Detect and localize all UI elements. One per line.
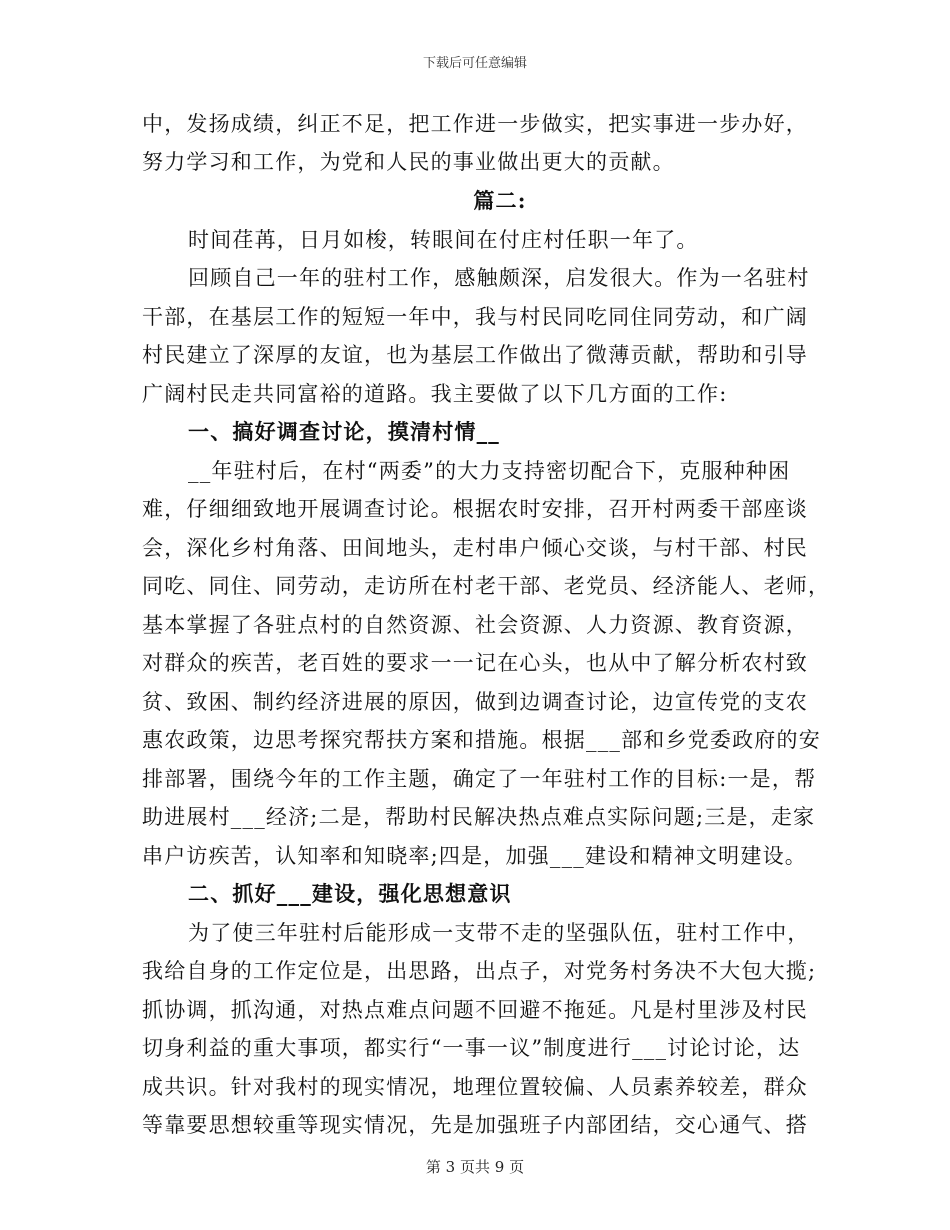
page-footer: 第 3 页共 9 页 [425, 1158, 525, 1176]
body-line: 广阔村民走共同富裕的道路。我主要做了以下几方面的工作: [142, 382, 728, 406]
body-line: 时间荏苒，日月如梭，转眼间在付庄村任职一年了。 [188, 228, 699, 252]
body-line: __年驻村后，在村“两委”的大力支持密切配合下，克服种种困 [188, 459, 791, 483]
body-line: 排部署，围绕今年的工作主题，确定了一年驻村工作的目标:一是，帮 [142, 767, 817, 791]
body-line: 对群众的疾苦，老百姓的要求一一记在心头，也从中了解分析农村致 [142, 651, 808, 675]
body-line: 贫、致困、制约经济进展的原因，做到边调查讨论，边宣传党的支农 [142, 690, 808, 714]
body-line: 基本掌握了各驻点村的自然资源、社会资源、人力资源、教育资源， [142, 613, 808, 637]
body-line: 村民建立了深厚的友谊，也为基层工作做出了微薄贡献，帮助和引导 [142, 343, 808, 367]
body-line: 我给自身的工作定位是，出思路，出点子，对党务村务决不大包大揽; [142, 959, 817, 983]
body-line: 助进展村___经济;二是，帮助村民解决热点难点实际问题;三是，走家 [142, 805, 816, 829]
body-line: 中，发扬成绩，纠正不足，把工作进一步做实，把实事进一步办好， [142, 112, 808, 136]
body-line: 惠农政策，边思考探究帮扶方案和措施。根据___部和乡党委政府的安 [142, 728, 821, 752]
body-line: 干部，在基层工作的短短一年中，我与村民同吃同住同劳动，和广阔 [142, 305, 808, 329]
body-line: 会，深化乡村角落、田间地头，走村串户倾心交谈，与村干部、村民 [142, 536, 808, 560]
body-line: 努力学习和工作，为党和人民的事业做出更大的贡献。 [142, 150, 675, 174]
body-line: 回顾自己一年的驻村工作，感触颇深，启发很大。作为一名驻村 [188, 266, 810, 290]
body-line: 切身利益的重大事项，都实行“一事一议”制度进行___讨论讨论，达 [142, 1036, 801, 1060]
body-line: 串户访疾苦，认知率和知晓率;四是，加强___建设和精神文明建设。 [142, 844, 807, 868]
body-line: 成共识。针对我村的现实情况，地理位置较偏、人员素养较差，群众 [142, 1075, 808, 1099]
heading-two: 二、抓好___建设，强化思想意识 [188, 881, 512, 906]
body-line: 难，仔细细致地开展调查讨论。根据农时安排，召开村两委干部座谈 [142, 497, 808, 521]
heading-one: 一、搞好调查讨论，摸清村情__ [188, 419, 500, 444]
body-line: 等靠要思想较重等现实情况，先是加强班子内部团结，交心通气、搭 [142, 1113, 808, 1137]
section-title: 篇二: [473, 188, 527, 213]
body-line: 为了使三年驻村后能形成一支带不走的坚强队伍，驻村工作中， [188, 921, 810, 945]
body-line: 同吃、同住、同劳动，走访所在村老干部、老党员、经济能人、老师， [142, 574, 831, 598]
body-line: 抓协调，抓沟通，对热点难点问题不回避不拖延。凡是村里涉及村民 [142, 998, 808, 1022]
page-header: 下载后可任意编辑 [422, 56, 527, 71]
